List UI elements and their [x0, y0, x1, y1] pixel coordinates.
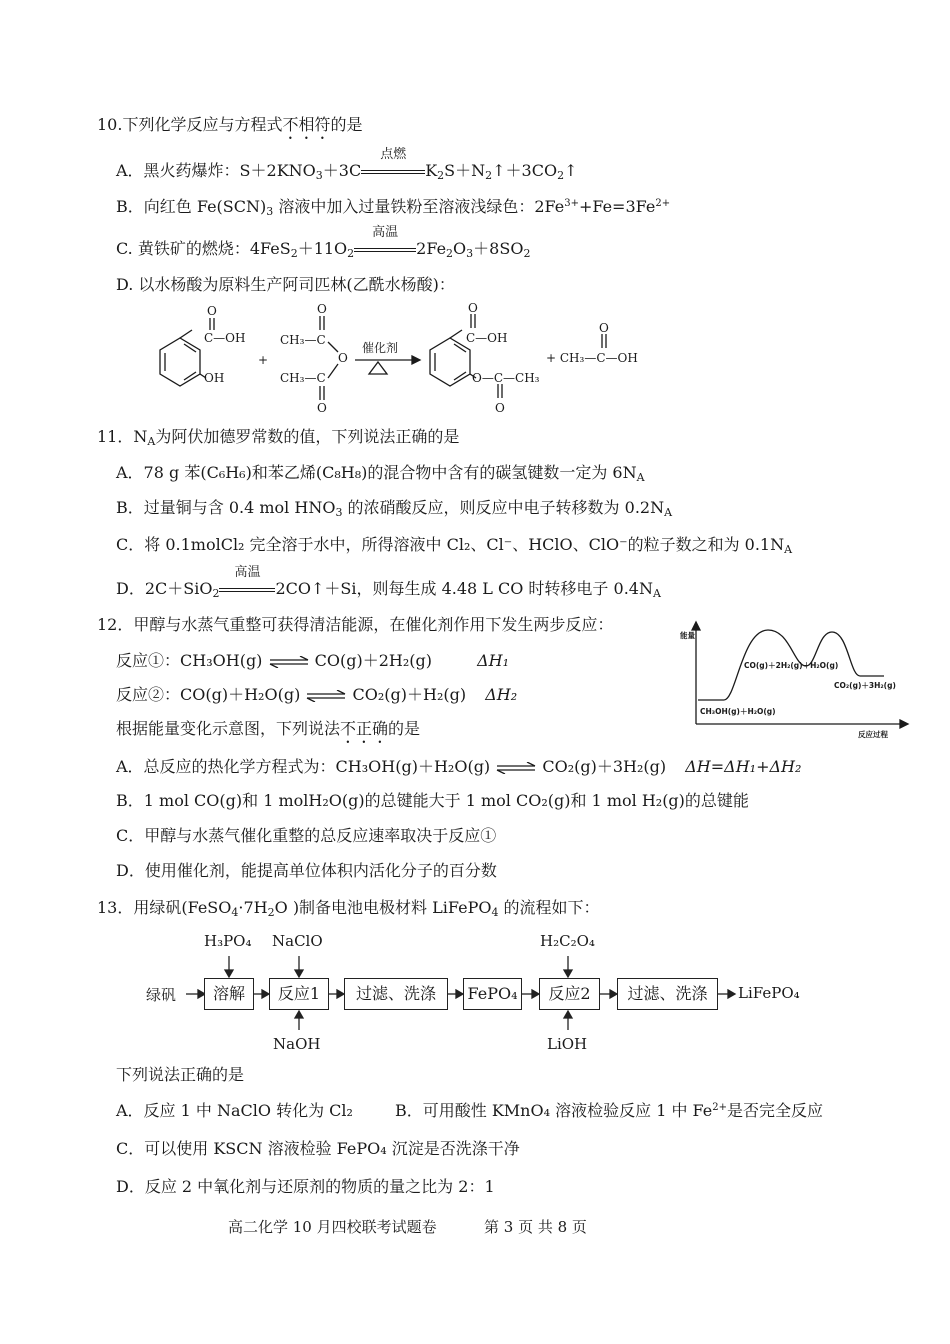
flow-start-green-vitriol: 绿矾: [146, 986, 177, 1004]
svg-text:催化剂: 催化剂: [362, 341, 399, 355]
q12-option-c: C．甲醇与水蒸气催化重整的总反应速率取决于反应①: [116, 826, 497, 845]
svg-text:OH: OH: [204, 371, 225, 385]
q12-stem-2: 根据能量变化示意图，下列说法不正确的是: [116, 719, 421, 738]
flow-end-lifepo4: LiFePO₄: [738, 984, 800, 1002]
footer-page-number: 第 3 页 共 8 页: [484, 1218, 587, 1236]
q11-option-d: D．2C＋SiO$_2$ 高温 2CO↑＋Si，则每生成 4.48 L CO 时转移电子 $0.4N_A$: [116, 565, 661, 600]
svg-text:O—C—CH₃: O—C—CH₃: [472, 371, 540, 385]
q10-stem: 10.下列化学反应与方程式不相符的是: [97, 115, 363, 134]
q12-option-a: A．总反应的热化学方程式为：CH₃OH(g)＋H₂O(g) CO₂(g)＋3H₂(g) ΔH=ΔH₁+ΔH₂: [116, 757, 802, 776]
q12-option-b: B．1 mol CO(g)和 1 molH₂O(g)的总键能大于 1 mol CO₂(g)和 1 mol H₂(g)的总键能: [116, 791, 749, 810]
flow-input-h2c2o4: H₂C₂O₄: [540, 932, 595, 950]
q11-option-a: A．78 g 苯(C₆H₆)和苯乙烯(C₈H₈)的混合物中含有的碳氢键数一定为 $6N_A$: [116, 463, 645, 484]
flow-box-filter-wash-2: 过滤、洗涤: [617, 978, 718, 1010]
q12-option-d: D．使用催化剂，能提高单位体积内活化分子的百分数: [116, 861, 497, 880]
q10-option-b: B．向红色 $Fe(SCN)_3$ 溶液中加入过量铁粉至溶液浅绿色：$2Fe^{3+}+Fe=3Fe^{2+}$: [116, 197, 671, 218]
svg-text:+ CH₃—C—OH: + CH₃—C—OH: [546, 351, 638, 365]
svg-text:反应过程: 反应过程: [858, 730, 888, 739]
q10-option-a: A．黑火药爆炸：$S+2KNO_3+3C$ 点燃 $K_2S+N_2↑+3CO_2↑$: [116, 147, 578, 182]
flow-input-naoh: NaOH: [273, 1035, 321, 1053]
svg-text:O: O: [338, 351, 348, 365]
flow-box-fepo4: FePO₄: [463, 978, 522, 1010]
svg-text:CH₃—C: CH₃—C: [280, 371, 326, 385]
flow-input-naclo: NaClO: [272, 932, 323, 950]
footer-exam-title: 高二化学 10 月四校联考试题卷: [228, 1218, 437, 1236]
q13-option-a: A．反应 1 中 NaClO 转化为 Cl₂: [116, 1101, 353, 1120]
svg-text:O: O: [317, 401, 327, 415]
svg-text:O: O: [207, 304, 217, 318]
q13-option-c: C．可以使用 KSCN 溶液检验 FePO₄ 沉淀是否洗涤干净: [116, 1139, 520, 1158]
q13-stem-2: 下列说法正确的是: [116, 1065, 245, 1084]
svg-text:能量: 能量: [680, 631, 695, 640]
flow-box-reaction-2: 反应2: [539, 978, 600, 1010]
q13-option-b: B．可用酸性 KMnO₄ 溶液检验反应 1 中 $Fe^{2+}$是否完全反应: [395, 1101, 824, 1120]
svg-text:CO(g)＋2H₂(g)＋H₂O(g): CO(g)＋2H₂(g)＋H₂O(g): [744, 661, 839, 670]
svg-text:C—OH: C—OH: [204, 331, 246, 345]
q11-stem: 11．$N_A$为阿伏加德罗常数的值，下列说法正确的是: [97, 427, 460, 448]
q13-stem: 13．用绿矾($FeSO_4\cdot 7H_2O$ )制备电池电极材料 LiFePO$_4$ 的流程如下：: [97, 898, 600, 919]
q12-reaction-2: 反应②：CO(g)＋H₂O(g) CO₂(g)＋H₂(g) ΔH₂: [116, 685, 518, 704]
svg-text:C—OH: C—OH: [466, 331, 508, 345]
flow-box-reaction-1: 反应1: [269, 978, 329, 1010]
q11-option-b: B．过量铜与含 0.4 mol $HNO_3$ 的浓硝酸反应，则反应中电子转移数为 $0.2N_A$: [116, 498, 673, 519]
svg-text:O: O: [599, 321, 609, 335]
svg-text:O: O: [317, 302, 327, 316]
svg-text:O: O: [468, 302, 478, 315]
q13-option-d: D．反应 2 中氧化剂与还原剂的物质的量之比为 2：1: [116, 1177, 495, 1196]
svg-text:+: +: [258, 353, 269, 367]
svg-text:CO₂(g)＋3H₂(g): CO₂(g)＋3H₂(g): [834, 681, 896, 690]
flow-input-lioh: LiOH: [547, 1035, 588, 1053]
q10-option-d: D. 以水杨酸为原料生产阿司匹林(乙酰水杨酸)：: [116, 275, 455, 294]
q12-stem: 12．甲醇与水蒸气重整可获得清洁能源，在催化剂作用下发生两步反应：: [97, 615, 614, 634]
svg-text:CH₃—C: CH₃—C: [280, 333, 326, 347]
flow-box-dissolve: 溶解: [204, 978, 254, 1010]
q11-option-c: C．将 0.1molCl₂ 完全溶于水中，所得溶液中 Cl₂、Cl⁻、HClO、ClO⁻的粒子数之和为 $0.1N_A$: [116, 535, 793, 556]
q10-option-c: C. 黄铁矿的燃烧：$4FeS_2+11O_2$ 高温 $2Fe_2O_3+8SO_2$: [116, 225, 531, 260]
flow-input-h3po4: H₃PO₄: [204, 932, 252, 950]
q12-reaction-1: 反应①：CH₃OH(g) CO(g)＋2H₂(g) ΔH₁: [116, 651, 509, 670]
svg-text:O: O: [495, 401, 505, 415]
flow-box-filter-wash-1: 过滤、洗涤: [344, 978, 448, 1010]
svg-text:CH₃OH(g)＋H₂O(g): CH₃OH(g)＋H₂O(g): [700, 707, 776, 716]
